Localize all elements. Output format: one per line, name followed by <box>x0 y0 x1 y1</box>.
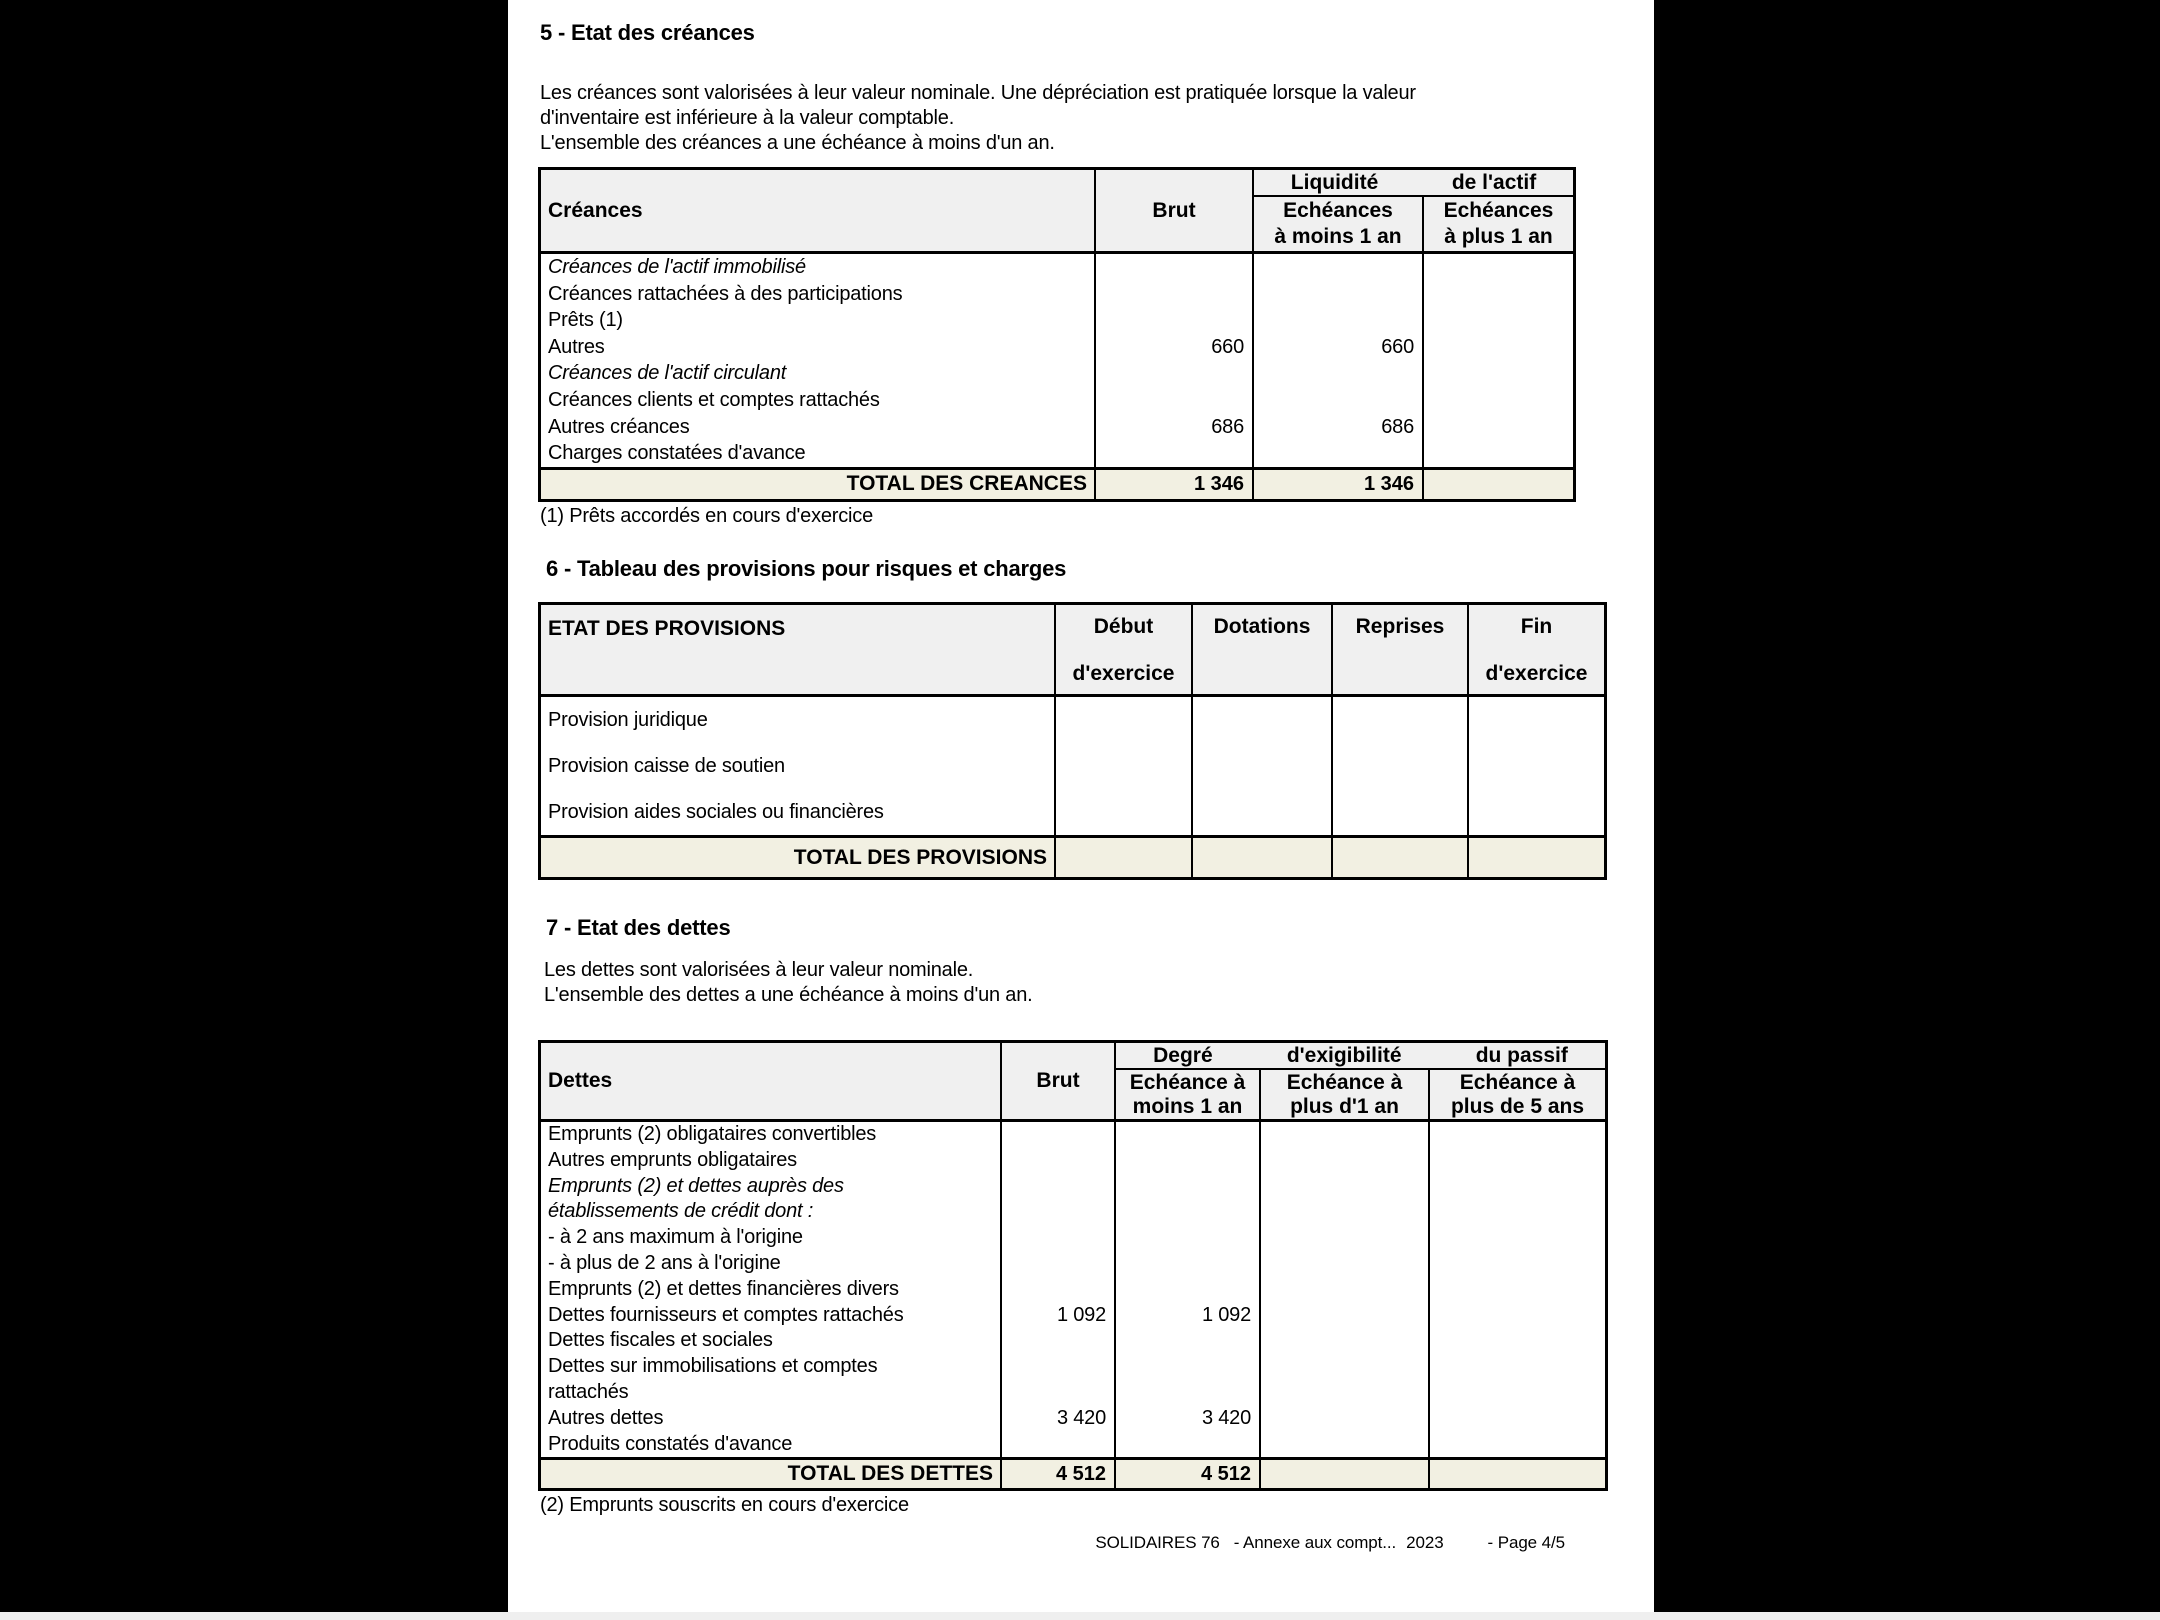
footnote-2: (2) Emprunts souscrits en cours d'exercice <box>540 1494 909 1516</box>
footer-year: 2023 <box>1406 1533 1444 1552</box>
intro-line: Les dettes sont valorisées à leur valeur nominale. <box>544 959 974 981</box>
row-label: Créances de l'actif circulant <box>548 362 787 385</box>
dettes-table-body <box>541 1122 1605 1457</box>
section5-intro <box>540 81 1416 156</box>
footnote-1: (1) Prêts accordés en cours d'exercice <box>540 505 874 527</box>
col-header-dettes: Dettes <box>541 1043 1002 1119</box>
row-label: Dettes sur immobilisations et comptes <box>548 1355 878 1378</box>
row-label: Dettes fournisseurs et comptes rattachés <box>548 1303 904 1326</box>
footer-org: SOLIDAIRES 76 <box>1095 1533 1220 1552</box>
intro-line: Les créances sont valorisées à leur valeur nominale. Une dépréciation est pratiquée lorsque la valeur <box>540 82 1416 104</box>
col-header-fin-exercice: Fin d'exercice <box>1485 615 1588 685</box>
total-echeance-plus-1-an <box>1261 1460 1430 1488</box>
col-header-dotations: Dotations <box>1193 605 1333 694</box>
cell-value: 1 092 <box>1201 1303 1251 1326</box>
col-header-brut: Brut <box>1002 1043 1116 1119</box>
col-header-debut-exercice: Début d'exercice <box>1056 605 1193 694</box>
total-brut: 1 346 <box>1096 470 1254 499</box>
section6-heading: 6 - Tableau des provisions pour risques et charges <box>546 556 1067 581</box>
group-header-liquidite <box>1254 170 1573 197</box>
total-label: TOTAL DES CREANCES <box>541 470 1096 499</box>
creances-table <box>538 167 1576 502</box>
row-label: - à plus de 2 ans à l'origine <box>548 1251 781 1274</box>
col-header-echeances-moins-1-an: Echéances à moins 1 an <box>1254 197 1424 251</box>
row-label: rattachés <box>548 1380 629 1403</box>
group-header-part: Liquidité <box>1290 170 1379 194</box>
row-label: Dettes fiscales et sociales <box>548 1329 773 1352</box>
row-label: Créances de l'actif immobilisé <box>548 256 806 278</box>
intro-line: L'ensemble des dettes a une échéance à moins d'un an. <box>544 984 1033 1006</box>
col-header-etat-des-provisions: ETAT DES PROVISIONS <box>541 605 1056 694</box>
intro-line: d'inventaire est inférieure à la valeur comptable. <box>540 107 955 129</box>
row-label: Emprunts (2) obligataires convertibles <box>548 1123 877 1145</box>
creances-table-body <box>541 254 1573 467</box>
row-label: Prêts (1) <box>548 309 623 332</box>
row-label: Provision caisse de soutien <box>548 755 785 777</box>
col-header-echeance-moins-1-an: Echéance à moins 1 an <box>1116 1070 1261 1119</box>
dettes-table <box>538 1040 1608 1491</box>
provisions-table-header <box>541 605 1604 697</box>
total-echeances-plus-1-an <box>1424 470 1573 499</box>
row-label: Produits constatés d'avance <box>548 1432 793 1455</box>
section5-heading: 5 - Etat des créances <box>540 20 755 45</box>
group-header-degre-exigibilite <box>1116 1043 1605 1070</box>
cell-value: 686 <box>1211 415 1244 438</box>
total-brut: 4 512 <box>1002 1460 1116 1488</box>
footer-doc-title: - Annexe aux compt... <box>1233 1533 1397 1552</box>
provisions-table-body <box>541 697 1604 835</box>
row-label: - à 2 ans maximum à l'origine <box>548 1226 803 1249</box>
total-fin <box>1469 838 1604 877</box>
row-label: établissements de crédit dont : <box>548 1200 814 1223</box>
total-echeance-plus-5-ans <box>1430 1460 1605 1488</box>
row-label: Charges constatées d'avance <box>548 442 806 465</box>
total-reprises <box>1333 838 1469 877</box>
cell-value: 686 <box>1381 415 1414 438</box>
page-footer <box>1095 1533 1565 1553</box>
col-header-echeances-plus-1-an: Echéances à plus 1 an <box>1443 199 1554 248</box>
row-label: Emprunts (2) et dettes auprès des <box>548 1174 844 1197</box>
col-header-reprises: Reprises <box>1333 605 1469 694</box>
row-label: Provision juridique <box>548 709 708 731</box>
cell-value: 660 <box>1381 335 1414 358</box>
total-label: TOTAL DES PROVISIONS <box>541 838 1056 877</box>
row-label: Créances rattachées à des participations <box>548 282 903 305</box>
col-header-creances: Créances <box>541 170 1096 251</box>
dettes-total-row <box>541 1457 1605 1488</box>
bottom-strip <box>0 1612 2160 1620</box>
group-header-part: du passif <box>1475 1043 1568 1067</box>
row-label: Autres dettes <box>548 1406 664 1429</box>
total-label: TOTAL DES DETTES <box>541 1460 1002 1488</box>
cell-value: 660 <box>1211 335 1244 358</box>
col-header-brut: Brut <box>1096 170 1254 251</box>
section7-heading: 7 - Etat des dettes <box>546 915 731 940</box>
row-label: Créances clients et comptes rattachés <box>548 388 880 411</box>
row-label: Autres emprunts obligataires <box>548 1148 797 1171</box>
total-dotations <box>1193 838 1333 877</box>
row-label: Autres créances <box>548 415 690 438</box>
cell-value: 3 420 <box>1056 1406 1106 1429</box>
row-label: Emprunts (2) et dettes financières divers <box>548 1277 899 1300</box>
provisions-table <box>538 602 1607 880</box>
dettes-table-header <box>541 1043 1605 1122</box>
intro-line: L'ensemble des créances a une échéance à moins d'un an. <box>540 132 1055 154</box>
cell-value: 1 092 <box>1056 1303 1106 1326</box>
group-header-part: d'exigibilité <box>1286 1043 1402 1067</box>
col-header-echeance-plus-5-ans: Echéance à plus de 5 ans <box>1450 1070 1585 1118</box>
provisions-total-row <box>541 835 1604 877</box>
document-page <box>508 0 1654 1620</box>
section7-intro <box>544 958 1033 1008</box>
total-echeance-moins-1-an: 4 512 <box>1116 1460 1261 1488</box>
group-header-part: de l'actif <box>1451 170 1537 194</box>
creances-table-header <box>541 170 1573 254</box>
footer-page-number: - Page 4/5 <box>1487 1533 1565 1552</box>
total-echeances-moins-1-an: 1 346 <box>1254 470 1424 499</box>
group-header-part: Degré <box>1153 1043 1213 1067</box>
total-debut <box>1056 838 1193 877</box>
row-label: Provision aides sociales ou financières <box>548 801 884 823</box>
col-header-echeance-plus-1-an: Echéance à plus d'1 an <box>1261 1070 1430 1119</box>
row-label: Autres <box>548 335 605 358</box>
creances-total-row <box>541 467 1573 499</box>
cell-value: 3 420 <box>1201 1406 1251 1429</box>
